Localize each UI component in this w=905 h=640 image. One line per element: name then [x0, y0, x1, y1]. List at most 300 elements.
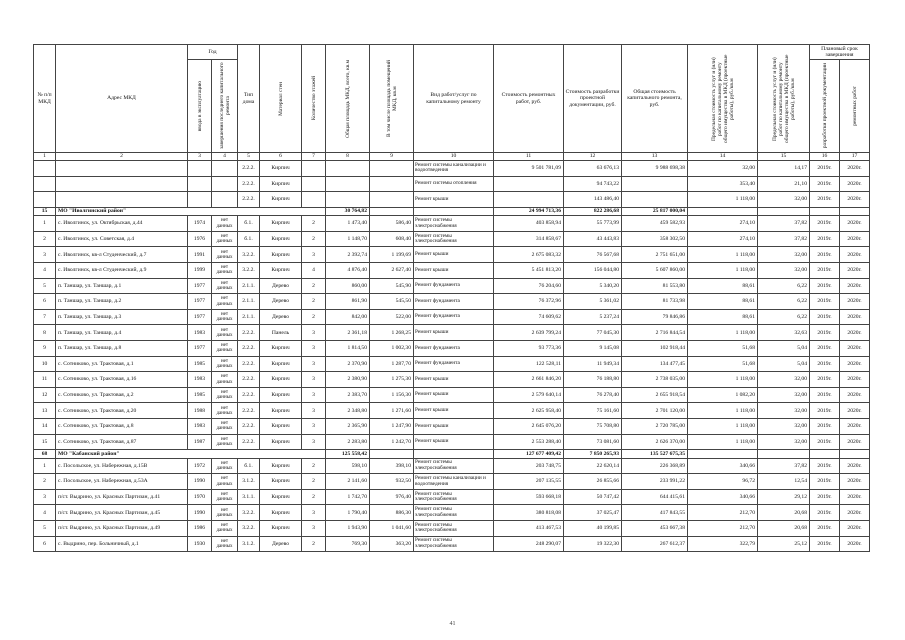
row-address: с. Иволгинск, ул. Советская, д.4: [56, 231, 188, 247]
row-term-works: 2020г.: [840, 434, 870, 450]
row-wall-material: Дерево: [260, 278, 302, 294]
empty-cell: [414, 207, 494, 216]
section-title: МО "Иволгинский район": [56, 207, 326, 216]
row-residential-area: 1 271,60: [370, 403, 414, 419]
row-repair-cost: 593 668,18: [494, 489, 564, 505]
row-year-repair: нет данных: [212, 387, 238, 403]
section-repair-cost: 24 994 713,36: [494, 207, 564, 216]
row-max-cost-works: 20,68: [758, 521, 810, 537]
table-row: [34, 325, 870, 341]
row-max-cost-works: 25,12: [758, 536, 810, 552]
row-repair-cost: 5 451 813,20: [494, 263, 564, 279]
header-total-area: Общая площадь МКД, всего, кв.м: [326, 45, 370, 153]
row-floors: 3: [302, 434, 326, 450]
header-repair-cost: Стоимость ремонтных работ, руб.: [494, 45, 564, 153]
table-row: [34, 434, 870, 450]
row-total-area: 842,00: [326, 309, 370, 325]
row-total-cost: 417 843,55: [622, 505, 688, 521]
row-year-built: [188, 192, 212, 208]
table-row: [34, 474, 870, 490]
row-design-cost: 156 044,80: [564, 263, 622, 279]
row-house-type: 2.2.2.: [238, 176, 260, 192]
row-max-cost-works: 32,00: [758, 192, 810, 208]
row-term-design: 2019г.: [810, 434, 840, 450]
header-max-cost-design: Предельная стоимость услуг и (или) работ по капитальному ремонту общего имущества в МКД (проектные работы), руб./кв.м: [688, 45, 758, 153]
row-residential-area: 586,40: [370, 216, 414, 232]
row-max-cost-works: 32,00: [758, 372, 810, 388]
row-wall-material: Кирпич: [260, 434, 302, 450]
row-wall-material: Кирпич: [260, 458, 302, 474]
row-term-design: 2019г.: [810, 419, 840, 435]
row-max-cost-works: 14,17: [758, 161, 810, 177]
empty-cell: [688, 450, 758, 459]
row-house-type: 2.2.2.: [238, 341, 260, 357]
row-year-repair: нет данных: [212, 474, 238, 490]
row-work-type: Ремонт крыши: [414, 387, 494, 403]
table-row: [34, 192, 870, 208]
row-year-repair: [212, 176, 238, 192]
row-house-type: 2.2.2.: [238, 387, 260, 403]
row-term-design: 2019г.: [810, 325, 840, 341]
row-term-design: 2019г.: [810, 231, 840, 247]
header-year: Год: [188, 45, 238, 60]
row-design-cost: 143 486,40: [564, 192, 622, 208]
row-max-cost-works: 29,12: [758, 489, 810, 505]
row-work-type: Ремонт фундамента: [414, 341, 494, 357]
row-max-cost-works: 37,82: [758, 231, 810, 247]
row-number: 4: [34, 263, 56, 279]
row-total-area: [326, 176, 370, 192]
row-repair-cost: 2 553 288,40: [494, 434, 564, 450]
column-number: 11: [494, 153, 564, 161]
column-number: 7: [302, 153, 326, 161]
row-address: п. Таншар, ул. Таншар, д.1: [56, 278, 188, 294]
table-row: [34, 403, 870, 419]
section-total-cost: 25 817 000,04: [622, 207, 688, 216]
row-house-type: 3.2.2.: [238, 263, 260, 279]
row-wall-material: Кирпич: [260, 176, 302, 192]
row-term-works: 2020г.: [840, 192, 870, 208]
row-total-area: 2 365,90: [326, 419, 370, 435]
row-repair-cost: 74 609,62: [494, 309, 564, 325]
row-house-type: 2.1.1.: [238, 309, 260, 325]
row-year-repair: нет данных: [212, 403, 238, 419]
row-design-cost: 5 237,24: [564, 309, 622, 325]
header-max-cost-works: Предельная стоимость услуг и (или) работ по капитальному ремонту общего имущества в МКД (проектные работы), руб./кв.м: [758, 45, 810, 153]
row-max-cost-design: 51,68: [688, 356, 758, 372]
row-max-cost-design: 1 118,00: [688, 192, 758, 208]
table-row: [34, 356, 870, 372]
table-row: [34, 419, 870, 435]
row-total-cost: 2 626 370,00: [622, 434, 688, 450]
row-max-cost-design: 1 118,00: [688, 263, 758, 279]
row-wall-material: Кирпич: [260, 341, 302, 357]
row-number: 5: [34, 521, 56, 537]
row-max-cost-works: 32,00: [758, 247, 810, 263]
row-residential-area: 2 627,40: [370, 263, 414, 279]
row-year-repair: нет данных: [212, 231, 238, 247]
row-max-cost-works: 32,00: [758, 387, 810, 403]
row-term-works: 2020г.: [840, 263, 870, 279]
row-term-design: 2019г.: [810, 309, 840, 325]
column-number: 14: [688, 153, 758, 161]
table-row: [34, 247, 870, 263]
row-wall-material: Кирпич: [260, 356, 302, 372]
row-design-cost: 55 773,99: [564, 216, 622, 232]
row-design-cost: 9 145,08: [564, 341, 622, 357]
row-max-cost-design: 1 118,00: [688, 403, 758, 419]
row-design-cost: 75 708,80: [564, 419, 622, 435]
row-design-cost: 63 676,13: [564, 161, 622, 177]
row-repair-cost: 203 748,75: [494, 458, 564, 474]
row-address: с. Иволгинск, ул. Октябрьская, д.44: [56, 216, 188, 232]
header-work-type: Вид работ/услуг по капитальному ремонту: [414, 45, 494, 153]
row-house-type: 3.2.2.: [238, 521, 260, 537]
section-total-area: 125 558,42: [326, 450, 370, 459]
row-term-design: 2019г.: [810, 474, 840, 490]
row-design-cost: 76 278,40: [564, 387, 622, 403]
row-max-cost-design: 1 118,00: [688, 372, 758, 388]
table-row: [34, 176, 870, 192]
row-term-works: 2020г.: [840, 521, 870, 537]
row-house-type: б.1.: [238, 231, 260, 247]
row-number: 8: [34, 325, 56, 341]
row-house-type: 2.1.1.: [238, 294, 260, 310]
header-residential-area: В том числе площадь помещений МКД, кв.м: [370, 45, 414, 153]
row-total-cost: 226 368,89: [622, 458, 688, 474]
row-repair-cost: 9 501 781,09: [494, 161, 564, 177]
row-total-area: [326, 192, 370, 208]
row-year-repair: нет данных: [212, 419, 238, 435]
row-term-works: 2020г.: [840, 536, 870, 552]
row-design-cost: 5 340,20: [564, 278, 622, 294]
row-year-built: 1977: [188, 294, 212, 310]
row-total-cost: 358 302,50: [622, 231, 688, 247]
row-number: [34, 176, 56, 192]
row-design-cost: 19 322,30: [564, 536, 622, 552]
row-residential-area: 1 199,69: [370, 247, 414, 263]
row-floors: 2: [302, 216, 326, 232]
row-total-area: 4 876,40: [326, 263, 370, 279]
row-max-cost-design: 32,00: [688, 161, 758, 177]
row-repair-cost: 2 639 799,24: [494, 325, 564, 341]
row-max-cost-works: 37,82: [758, 458, 810, 474]
table-row: [34, 309, 870, 325]
row-year-built: 1977: [188, 341, 212, 357]
row-number: 7: [34, 309, 56, 325]
row-total-cost: 2 655 918,54: [622, 387, 688, 403]
row-total-area: 1 148,70: [326, 231, 370, 247]
row-repair-cost: [494, 192, 564, 208]
row-year-built: 1970: [188, 489, 212, 505]
row-total-area: 1 473,40: [326, 216, 370, 232]
row-max-cost-works: 20,68: [758, 505, 810, 521]
row-residential-area: 1 041,60: [370, 521, 414, 537]
column-number: 13: [622, 153, 688, 161]
row-repair-cost: 122 528,11: [494, 356, 564, 372]
row-residential-area: 1 268,25: [370, 325, 414, 341]
row-work-type: Ремонт фундамента: [414, 309, 494, 325]
row-max-cost-design: 1 082,20: [688, 387, 758, 403]
row-repair-cost: 248 290,07: [494, 536, 564, 552]
document-page: [33, 44, 869, 552]
row-floors: 2: [302, 458, 326, 474]
row-address: с. Иволгинск, кв-л Студенческий, д.7: [56, 247, 188, 263]
row-year-built: 1985: [188, 356, 212, 372]
row-house-type: 3.1.2.: [238, 474, 260, 490]
row-design-cost: 73 081,60: [564, 434, 622, 450]
row-floors: [302, 192, 326, 208]
row-work-type: Ремонт системы электроснабжения: [414, 216, 494, 232]
row-year-built: 1987: [188, 434, 212, 450]
row-number: 13: [34, 403, 56, 419]
row-address: [56, 192, 188, 208]
header-total-cost: Общая стоимость капитального ремонта, руб.: [622, 45, 688, 153]
table-row: [34, 458, 870, 474]
row-design-cost: 94 743,22: [564, 176, 622, 192]
row-year-repair: нет данных: [212, 489, 238, 505]
row-work-type: Ремонт крыши: [414, 325, 494, 341]
repair-program-table: [33, 44, 870, 552]
row-work-type: Ремонт крыши: [414, 434, 494, 450]
row-work-type: Ремонт системы канализации и водоотведения: [414, 161, 494, 177]
table-row: [34, 341, 870, 357]
row-number: 12: [34, 387, 56, 403]
row-residential-area: 608,40: [370, 231, 414, 247]
row-address: с. Посольское, ул. Набережная, д.15В: [56, 458, 188, 474]
row-year-built: 1977: [188, 309, 212, 325]
row-wall-material: Кирпич: [260, 419, 302, 435]
row-floors: 3: [302, 341, 326, 357]
row-term-design: 2019г.: [810, 356, 840, 372]
row-repair-cost: 76 204,60: [494, 278, 564, 294]
row-term-works: 2020г.: [840, 161, 870, 177]
row-max-cost-works: 32,00: [758, 263, 810, 279]
row-work-type: Ремонт фундамента: [414, 278, 494, 294]
row-residential-area: 932,50: [370, 474, 414, 490]
row-year-built: 1990: [188, 474, 212, 490]
row-work-type: Ремонт системы канализации и водоотведения: [414, 474, 494, 490]
table-row: [34, 489, 870, 505]
column-number: 12: [564, 153, 622, 161]
row-wall-material: Кирпич: [260, 216, 302, 232]
row-wall-material: Кирпич: [260, 231, 302, 247]
row-house-type: 2.2.2.: [238, 356, 260, 372]
row-total-area: 1 790,40: [326, 505, 370, 521]
row-residential-area: [370, 176, 414, 192]
row-address: с. Сотниково, ул. Трактовая, д.1: [56, 356, 188, 372]
section-row: [34, 450, 870, 459]
row-max-cost-works: 6,22: [758, 309, 810, 325]
header-year-repair: завершения последнего капитального ремонта: [212, 60, 238, 153]
row-max-cost-design: 1 118,00: [688, 419, 758, 435]
row-total-area: 598,10: [326, 458, 370, 474]
row-year-built: 1974: [188, 216, 212, 232]
row-term-design: 2019г.: [810, 458, 840, 474]
row-term-works: 2020г.: [840, 387, 870, 403]
row-year-built: 1930: [188, 536, 212, 552]
row-year-repair: нет данных: [212, 309, 238, 325]
row-year-repair: нет данных: [212, 372, 238, 388]
row-residential-area: 1 002,30: [370, 341, 414, 357]
row-repair-cost: 403 858,94: [494, 216, 564, 232]
row-repair-cost: 2 625 958,40: [494, 403, 564, 419]
row-year-built: [188, 161, 212, 177]
row-residential-area: [370, 192, 414, 208]
row-term-design: 2019г.: [810, 161, 840, 177]
section-repair-cost: 127 677 409,42: [494, 450, 564, 459]
empty-cell: [810, 450, 840, 459]
row-term-design: 2019г.: [810, 489, 840, 505]
row-number: 3: [34, 247, 56, 263]
row-work-type: Ремонт системы электроснабжения: [414, 505, 494, 521]
row-year-built: 1985: [188, 387, 212, 403]
row-year-built: 1983: [188, 419, 212, 435]
section-design-cost: 822 286,68: [564, 207, 622, 216]
row-floors: 3: [302, 521, 326, 537]
row-total-cost: 134 477,45: [622, 356, 688, 372]
column-number: 17: [840, 153, 870, 161]
row-term-works: 2020г.: [840, 474, 870, 490]
row-total-area: 2 348,80: [326, 403, 370, 419]
row-address: с. Сотниково, ул. Трактовая, д.20: [56, 403, 188, 419]
column-number: 6: [260, 153, 302, 161]
row-max-cost-works: 5,04: [758, 341, 810, 357]
row-residential-area: 1 275,30: [370, 372, 414, 388]
row-design-cost: 37 025,47: [564, 505, 622, 521]
row-term-design: 2019г.: [810, 372, 840, 388]
header-house-type: Тип дома: [238, 45, 260, 153]
row-year-repair: [212, 161, 238, 177]
row-wall-material: Кирпич: [260, 247, 302, 263]
row-address: п/ст. Выдрино, ул. Красных Партизан, д.49: [56, 521, 188, 537]
row-work-type: Ремонт крыши: [414, 403, 494, 419]
row-term-works: 2020г.: [840, 403, 870, 419]
row-wall-material: Кирпич: [260, 161, 302, 177]
row-house-type: 3.2.2.: [238, 247, 260, 263]
row-max-cost-works: 6,22: [758, 278, 810, 294]
row-term-works: 2020г.: [840, 176, 870, 192]
table-row: [34, 161, 870, 177]
row-residential-area: 522,00: [370, 309, 414, 325]
row-number: 11: [34, 372, 56, 388]
row-work-type: Ремонт системы электроснабжения: [414, 231, 494, 247]
empty-cell: [840, 450, 870, 459]
row-max-cost-works: 32,00: [758, 434, 810, 450]
table-row: [34, 278, 870, 294]
row-year-built: 1990: [188, 505, 212, 521]
row-total-area: 1 943,90: [326, 521, 370, 537]
row-year-built: 1983: [188, 372, 212, 388]
row-design-cost: 26 855,66: [564, 474, 622, 490]
row-year-built: 1999: [188, 263, 212, 279]
row-address: п. Таншар, ул. Таншар, д.3: [56, 309, 188, 325]
row-total-area: 2 392,74: [326, 247, 370, 263]
row-design-cost: 11 949,34: [564, 356, 622, 372]
table-row: [34, 372, 870, 388]
row-term-works: 2020г.: [840, 372, 870, 388]
row-total-cost: [622, 176, 688, 192]
row-total-area: 861,90: [326, 294, 370, 310]
row-number: 2: [34, 474, 56, 490]
row-repair-cost: 76 372,96: [494, 294, 564, 310]
row-design-cost: 50 747,42: [564, 489, 622, 505]
header-term-works: ремонтных работ: [840, 60, 870, 153]
row-work-type: Ремонт крыши: [414, 263, 494, 279]
row-year-built: [188, 176, 212, 192]
row-total-area: [326, 161, 370, 177]
table-row: [34, 216, 870, 232]
row-floors: 2: [302, 294, 326, 310]
row-term-design: 2019г.: [810, 521, 840, 537]
row-number: 3: [34, 489, 56, 505]
row-total-area: 2 370,90: [326, 356, 370, 372]
column-number: 10: [414, 153, 494, 161]
row-design-cost: 76 567,68: [564, 247, 622, 263]
row-floors: 2: [302, 309, 326, 325]
row-total-cost: 81 553,80: [622, 278, 688, 294]
header-address: Адрес МКД: [56, 45, 188, 153]
row-number: 6: [34, 294, 56, 310]
row-residential-area: 1 247,90: [370, 419, 414, 435]
row-term-works: 2020г.: [840, 231, 870, 247]
row-address: п/ст. Выдрино, ул. Красных Партизан, д.41: [56, 489, 188, 505]
row-term-design: 2019г.: [810, 263, 840, 279]
row-max-cost-design: 1 118,00: [688, 325, 758, 341]
row-house-type: 2.2.2.: [238, 419, 260, 435]
row-year-built: 1991: [188, 247, 212, 263]
row-total-area: 860,00: [326, 278, 370, 294]
row-wall-material: Кирпич: [260, 505, 302, 521]
row-work-type: Ремонт крыши: [414, 419, 494, 435]
row-address: п. Таншар, ул. Таншар, д.8: [56, 341, 188, 357]
row-number: 6: [34, 536, 56, 552]
row-number: 4: [34, 505, 56, 521]
row-term-design: 2019г.: [810, 216, 840, 232]
row-max-cost-design: 96,72: [688, 474, 758, 490]
row-term-works: 2020г.: [840, 341, 870, 357]
header-planned-term: Плановый срок завершения: [810, 45, 870, 60]
row-max-cost-design: 88,61: [688, 278, 758, 294]
row-work-type: Ремонт крыши: [414, 372, 494, 388]
row-total-area: 2 380,90: [326, 372, 370, 388]
row-year-repair: нет данных: [212, 247, 238, 263]
row-residential-area: 1 287,70: [370, 356, 414, 372]
row-term-design: 2019г.: [810, 536, 840, 552]
row-year-repair: нет данных: [212, 505, 238, 521]
row-wall-material: Дерево: [260, 294, 302, 310]
row-residential-area: 545,90: [370, 278, 414, 294]
row-total-cost: 2 738 035,00: [622, 372, 688, 388]
row-floors: 2: [302, 489, 326, 505]
section-total-area: 30 764,82: [326, 207, 370, 216]
column-number: 16: [810, 153, 840, 161]
row-wall-material: Кирпич: [260, 387, 302, 403]
row-max-cost-design: 51,68: [688, 341, 758, 357]
row-term-works: 2020г.: [840, 309, 870, 325]
row-year-built: 1986: [188, 521, 212, 537]
row-floors: 3: [302, 505, 326, 521]
row-house-type: 2.2.2.: [238, 372, 260, 388]
table-row: [34, 536, 870, 552]
row-floors: 2: [302, 278, 326, 294]
row-total-cost: 2 751 651,00: [622, 247, 688, 263]
row-max-cost-design: 212,70: [688, 521, 758, 537]
row-term-works: 2020г.: [840, 325, 870, 341]
header-floors: Количество этажей: [302, 45, 326, 153]
row-floors: 3: [302, 372, 326, 388]
row-work-type: Ремонт крыши: [414, 192, 494, 208]
